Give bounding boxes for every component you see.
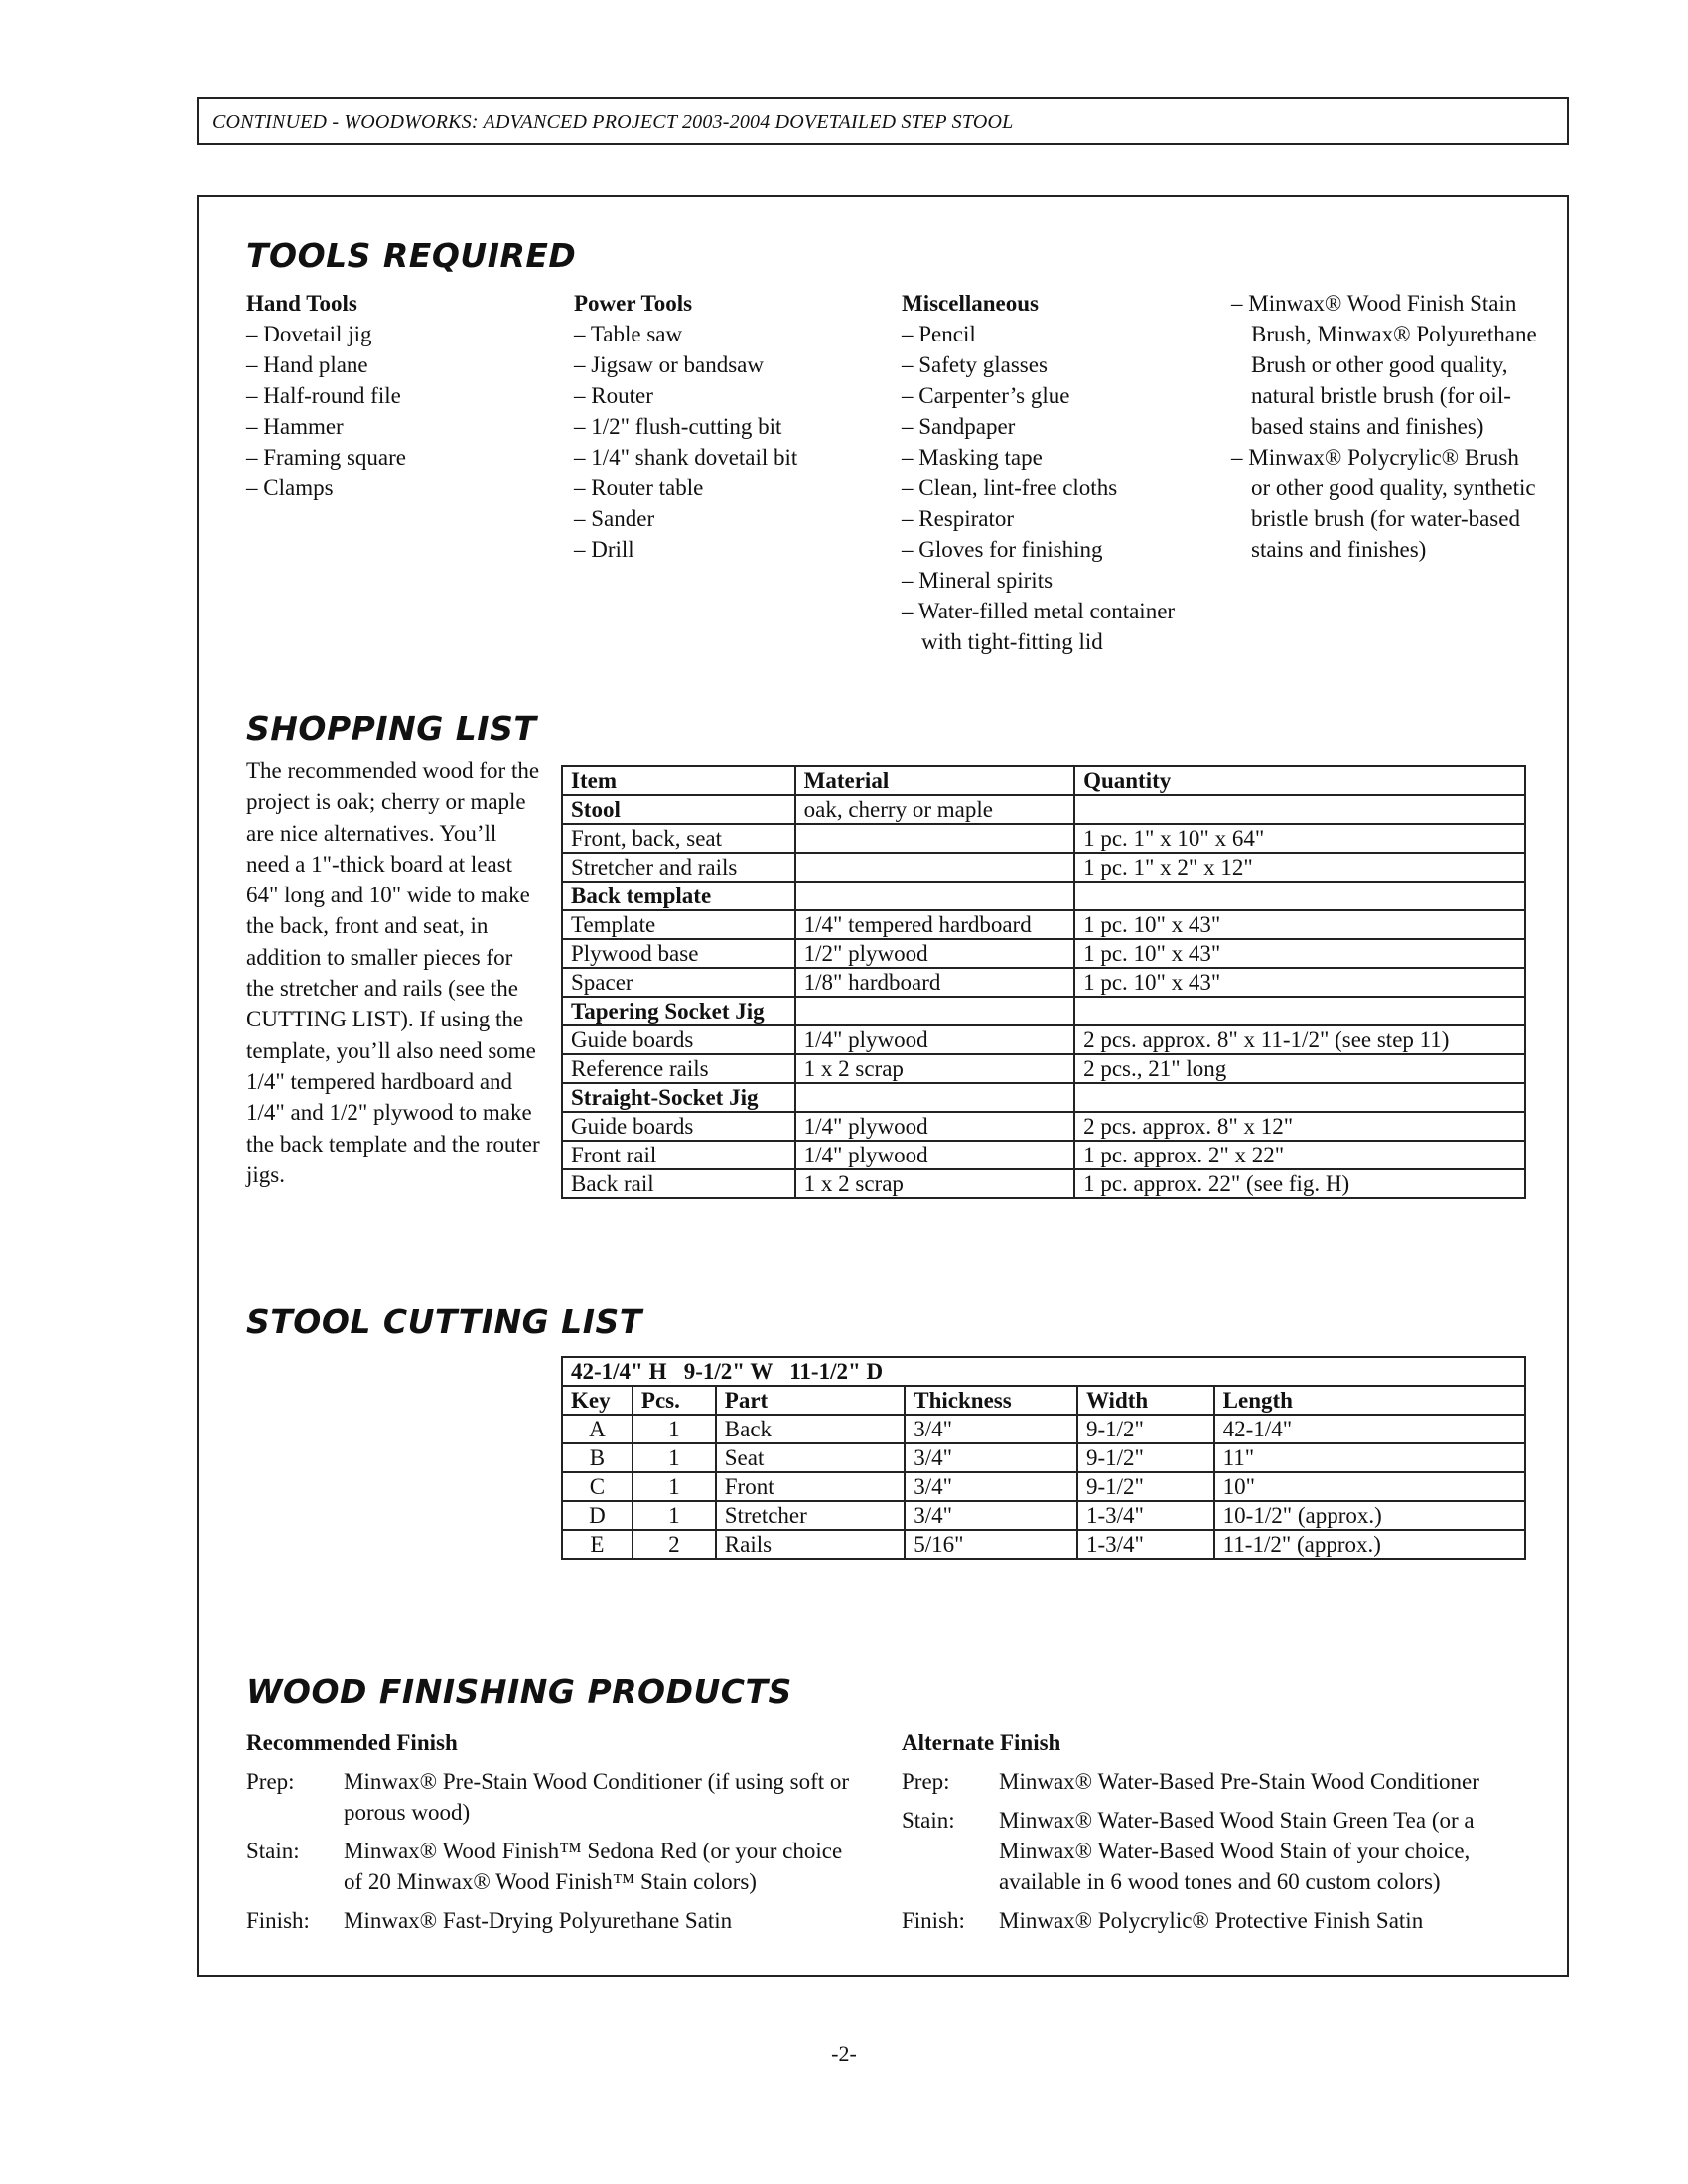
finish-row <box>246 1905 862 1936</box>
tools-title: TOOLS REQUIRED <box>246 236 577 275</box>
table-cell <box>795 824 1074 853</box>
table-row <box>562 1025 1525 1054</box>
table-cell: Quantity <box>1074 766 1525 795</box>
table-cell: Tapering Socket Jig <box>562 997 795 1025</box>
table-header-row <box>562 1386 1525 1415</box>
finish-row <box>246 1836 862 1897</box>
table-cell: Pcs. <box>633 1386 716 1415</box>
table-cell: 3/4" <box>905 1472 1077 1501</box>
table-cell: Back template <box>562 882 795 910</box>
table-row <box>562 824 1525 853</box>
table-cell: 1 pc. 10" x 43" <box>1074 968 1525 997</box>
table-cell: Guide boards <box>562 1025 795 1054</box>
table-cell <box>1074 882 1525 910</box>
list-item: – Framing square <box>246 442 544 473</box>
table-cell: 2 <box>633 1530 716 1559</box>
misc-tools-list <box>902 319 1199 657</box>
list-item: – Router table <box>574 473 872 503</box>
table-row <box>562 1169 1525 1198</box>
finish-value: Minwax® Polycrylic® Protective Finish Satin <box>999 1908 1424 1933</box>
table-cell: 1 x 2 scrap <box>795 1169 1074 1198</box>
table-cell: 11-1/2" (approx.) <box>1214 1530 1525 1559</box>
table-cell: 3/4" <box>905 1443 1077 1472</box>
table-cell: 1/4" plywood <box>795 1025 1074 1054</box>
table-cell: 1 <box>633 1501 716 1530</box>
table-cell: 1 pc. approx. 2" x 22" <box>1074 1141 1525 1169</box>
list-item: – Mineral spirits <box>902 565 1199 596</box>
finish-row <box>246 1766 862 1828</box>
table-row <box>562 882 1525 910</box>
table-cell: 10-1/2" (approx.) <box>1214 1501 1525 1530</box>
table-cell: oak, cherry or maple <box>795 795 1074 824</box>
table-cell: 1/4" plywood <box>795 1141 1074 1169</box>
table-row <box>562 968 1525 997</box>
table-row <box>562 1083 1525 1112</box>
finish-value: Minwax® Pre-Stain Wood Conditioner (if using soft or porous wood) <box>344 1769 850 1825</box>
recommended-finish <box>246 1727 862 1944</box>
list-item: – Half-round file <box>246 380 544 411</box>
table-cell: 1/8" hardboard <box>795 968 1074 997</box>
table-cell: 2 pcs. approx. 8" x 11-1/2" (see step 11) <box>1074 1025 1525 1054</box>
list-item: – 1/2" flush-cutting bit <box>574 411 872 442</box>
finishing-title: WOOD FINISHING PRODUCTS <box>246 1672 792 1710</box>
shopping-table <box>561 765 1526 1199</box>
table-cell <box>795 853 1074 882</box>
list-item: – Drill <box>574 534 872 565</box>
table-cell: Front, back, seat <box>562 824 795 853</box>
recommended-heading: Recommended Finish <box>246 1730 458 1755</box>
table-cell: Guide boards <box>562 1112 795 1141</box>
table-cell: Back <box>716 1415 906 1443</box>
list-item: – Respirator <box>902 503 1199 534</box>
list-item: – Water-filled metal container with tight-fitting lid <box>902 596 1199 657</box>
finish-row <box>902 1805 1517 1897</box>
list-item: – Minwax® Wood Finish Stain Brush, Minwax® Polyurethane Brush or other good quality, natural bristle brush (for oil-based stains and finishes) <box>1231 288 1539 442</box>
finish-value: Minwax® Fast-Drying Polyurethane Satin <box>344 1908 733 1933</box>
table-cell: Plywood base <box>562 939 795 968</box>
table-cell: 42-1/4" <box>1214 1415 1525 1443</box>
table-cell: 9-1/2" <box>1077 1443 1214 1472</box>
table-cell: Stretcher and rails <box>562 853 795 882</box>
table-cell <box>1074 997 1525 1025</box>
table-cell: Template <box>562 910 795 939</box>
table-cell: Stretcher <box>716 1501 906 1530</box>
alternate-finish <box>902 1727 1517 1944</box>
table-cell: 9-1/2" <box>1077 1472 1214 1501</box>
table-cell: C <box>562 1472 633 1501</box>
list-item: – Sandpaper <box>902 411 1199 442</box>
table-cell: 1 <box>633 1443 716 1472</box>
table-cell: 10" <box>1214 1472 1525 1501</box>
list-item: – Minwax® Polycrylic® Brush or other good quality, synthetic bristle brush (for water-based stains and finishes) <box>1231 442 1539 565</box>
finish-value: Minwax® Water-Based Wood Stain Green Tea (or a Minwax® Water-Based Wood Stain of your choice, available in 6 wood tones and 60 custom colors) <box>999 1808 1475 1894</box>
shopping-title: SHOPPING LIST <box>246 709 537 748</box>
table-cell <box>795 882 1074 910</box>
table-row <box>562 1054 1525 1083</box>
table-row <box>562 939 1525 968</box>
finish-label: Finish: <box>902 1908 965 1933</box>
table-row <box>562 1472 1525 1501</box>
table-cell: Front rail <box>562 1141 795 1169</box>
table-cell: 5/16" <box>905 1530 1077 1559</box>
table-row <box>562 853 1525 882</box>
list-item: – Clean, lint-free cloths <box>902 473 1199 503</box>
hand-tools-column <box>246 288 544 503</box>
table-cell: Stool <box>562 795 795 824</box>
list-item: – Table saw <box>574 319 872 349</box>
power-tools-column <box>574 288 872 565</box>
finish-row <box>902 1766 1517 1797</box>
table-cell: 1 x 2 scrap <box>795 1054 1074 1083</box>
table-cell: E <box>562 1530 633 1559</box>
list-item: – Gloves for finishing <box>902 534 1199 565</box>
table-cell: 11" <box>1214 1443 1525 1472</box>
list-item: – Sander <box>574 503 872 534</box>
table-cell: Part <box>716 1386 906 1415</box>
table-cell: Key <box>562 1386 633 1415</box>
table-cell: 1 pc. 10" x 43" <box>1074 939 1525 968</box>
finish-label: Prep: <box>246 1769 295 1794</box>
table-row <box>562 1112 1525 1141</box>
finish-value: Minwax® Water-Based Pre-Stain Wood Conditioner <box>999 1769 1479 1794</box>
table-cell: 1/4" tempered hardboard <box>795 910 1074 939</box>
finish-label: Finish: <box>246 1908 310 1933</box>
table-cell: Straight-Socket Jig <box>562 1083 795 1112</box>
misc-tools-heading: Miscellaneous <box>902 291 1039 316</box>
table-cell: 1-3/4" <box>1077 1501 1214 1530</box>
list-item: – Router <box>574 380 872 411</box>
table-row <box>562 1415 1525 1443</box>
brushes-column <box>1231 288 1539 565</box>
dimensions-row <box>562 1357 1525 1386</box>
misc-tools-column <box>902 288 1199 657</box>
table-cell: Width <box>1077 1386 1214 1415</box>
table-cell: A <box>562 1415 633 1443</box>
table-cell <box>795 1083 1074 1112</box>
power-tools-heading: Power Tools <box>574 291 693 316</box>
table-row <box>562 910 1525 939</box>
table-row <box>562 1530 1525 1559</box>
table-cell: Item <box>562 766 795 795</box>
table-cell: Thickness <box>905 1386 1077 1415</box>
header-text: CONTINUED - WOODWORKS: ADVANCED PROJECT 2003-2004 DOVETAILED STEP STOOL <box>212 111 1014 133</box>
table-cell: D <box>562 1501 633 1530</box>
table-row <box>562 1443 1525 1472</box>
table-cell: 2 pcs. approx. 8" x 12" <box>1074 1112 1525 1141</box>
table-cell <box>1074 795 1525 824</box>
table-cell: Reference rails <box>562 1054 795 1083</box>
table-cell: Seat <box>716 1443 906 1472</box>
page-number: -2- <box>831 2041 857 2066</box>
table-row <box>562 1141 1525 1169</box>
finish-label: Stain: <box>902 1808 955 1833</box>
brushes-list <box>1231 288 1539 565</box>
table-row <box>562 1501 1525 1530</box>
table-cell: Length <box>1214 1386 1525 1415</box>
hand-tools-heading: Hand Tools <box>246 291 357 316</box>
table-cell: 1 pc. approx. 22" (see fig. H) <box>1074 1169 1525 1198</box>
table-cell: Rails <box>716 1530 906 1559</box>
table-cell: 2 pcs., 21" long <box>1074 1054 1525 1083</box>
list-item: – Hammer <box>246 411 544 442</box>
table-cell: 1 pc. 1" x 2" x 12" <box>1074 853 1525 882</box>
table-cell: 1 <box>633 1415 716 1443</box>
table-cell: 1-3/4" <box>1077 1530 1214 1559</box>
table-cell: 3/4" <box>905 1415 1077 1443</box>
table-cell: 1 pc. 1" x 10" x 64" <box>1074 824 1525 853</box>
shopping-intro: The recommended wood for the project is oak; cherry or maple are nice alternatives. You’ll need a 1"-thick board at least 64" long and 10" wide to make the back, front and seat, in addition to smaller pieces for the stretcher and rails (see the CUTTING LIST). If using the template, you’ll also need some 1/4" tempered hardboard and 1/4" and 1/2" plywood to make the back template and the router jigs. <box>246 758 540 1187</box>
alternate-heading: Alternate Finish <box>902 1730 1061 1755</box>
table-cell: 3/4" <box>905 1501 1077 1530</box>
table-cell: Material <box>795 766 1074 795</box>
table-cell: 9-1/2" <box>1077 1415 1214 1443</box>
list-item: – Jigsaw or bandsaw <box>574 349 872 380</box>
list-item: – 1/4" shank dovetail bit <box>574 442 872 473</box>
table-header-row <box>562 766 1525 795</box>
page-header <box>197 97 1569 145</box>
table-cell: Spacer <box>562 968 795 997</box>
list-item: – Dovetail jig <box>246 319 544 349</box>
finish-label: Prep: <box>902 1769 950 1794</box>
finish-value: Minwax® Wood Finish™ Sedona Red (or your choice of 20 Minwax® Wood Finish™ Stain colors) <box>344 1839 843 1894</box>
list-item: – Hand plane <box>246 349 544 380</box>
list-item: – Pencil <box>902 319 1199 349</box>
power-tools-list <box>574 319 872 565</box>
table-cell: 42-1/4" H 9-1/2" W 11-1/2" D <box>562 1357 1525 1386</box>
table-cell: 1/2" plywood <box>795 939 1074 968</box>
list-item: – Clamps <box>246 473 544 503</box>
table-cell <box>1074 1083 1525 1112</box>
list-item: – Carpenter’s glue <box>902 380 1199 411</box>
table-cell: Back rail <box>562 1169 795 1198</box>
list-item: – Masking tape <box>902 442 1199 473</box>
table-row <box>562 997 1525 1025</box>
table-cell <box>795 997 1074 1025</box>
finish-label: Stain: <box>246 1839 300 1863</box>
hand-tools-list <box>246 319 544 503</box>
cutting-title: STOOL CUTTING LIST <box>246 1302 642 1341</box>
table-cell: B <box>562 1443 633 1472</box>
table-row <box>562 795 1525 824</box>
cutting-table <box>561 1356 1526 1560</box>
table-cell: 1 pc. 10" x 43" <box>1074 910 1525 939</box>
finish-row <box>902 1905 1517 1936</box>
table-cell: 1/4" plywood <box>795 1112 1074 1141</box>
table-cell: Front <box>716 1472 906 1501</box>
table-cell: 1 <box>633 1472 716 1501</box>
list-item: – Safety glasses <box>902 349 1199 380</box>
